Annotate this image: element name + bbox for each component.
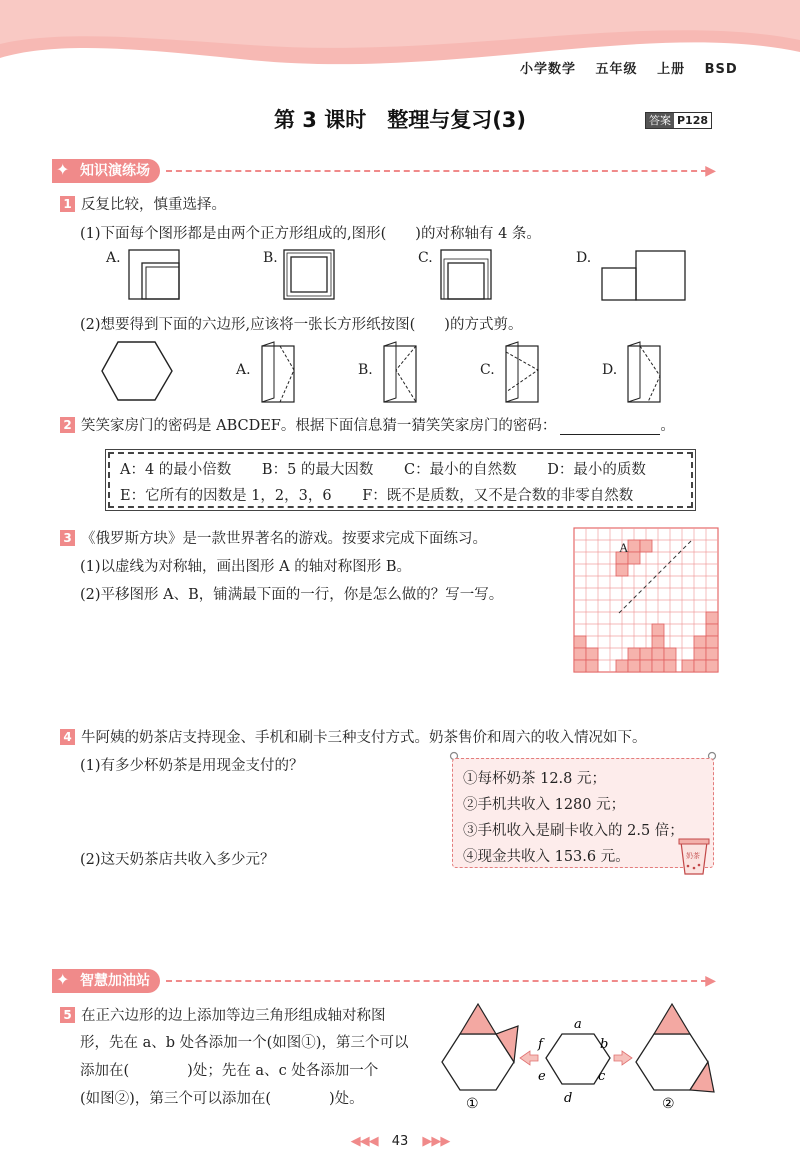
q1-opt-d-label: D.	[576, 250, 592, 266]
hex-label-f: f	[538, 1037, 543, 1052]
clue-box	[108, 452, 693, 508]
q5-line-1	[60, 1004, 386, 1025]
q5-line-4: (如图②)，第三个可以添加在( )处。	[80, 1091, 364, 1107]
fold-figure-a	[258, 340, 300, 404]
q4-part2: (2)这天奶茶店共收入多少元？	[80, 852, 275, 868]
fold-figure-c	[502, 340, 544, 404]
q1-opt-c-label: C.	[418, 250, 433, 266]
q3-part1: (1)以虚线为对称轴，画出图形 A 的轴对称图形 B。	[80, 559, 411, 575]
q2-number: 2	[60, 417, 75, 433]
runner-icon: ✦	[56, 970, 70, 989]
q5-text-1: 在正六边形的边上添加等边三角形组成轴对称图	[81, 1008, 386, 1024]
clue-f: F：既不是质数，又不是合数的非零自然数	[362, 488, 634, 504]
q1-part2: (2)想要得到下面的六边形,应该将一张长方形纸按图( )的方式剪。	[80, 317, 523, 333]
right-arrow-icon	[614, 1051, 632, 1065]
runner-icon: ✦	[56, 160, 70, 179]
page-number-bar	[0, 1134, 800, 1149]
q1-figure-d	[600, 249, 688, 303]
fact-2: ②手机共收入 1280 元；	[463, 797, 626, 813]
page-number: 43	[391, 1134, 409, 1149]
book-info	[520, 58, 752, 77]
q1-opt-b-label: B.	[263, 250, 278, 266]
q1-number: 1	[60, 196, 75, 212]
q5-line-2: 形，先在 a、b 处各添加一个(如图①)，第三个可以	[80, 1035, 409, 1051]
q1-opt2-a-label: A.	[236, 362, 251, 378]
q1-figure-b	[283, 249, 337, 301]
next-arrows-icon: ▶▶▶	[422, 1134, 450, 1149]
fact-1: ①每杯奶茶 12.8 元；	[463, 771, 607, 787]
figure-2-label: ②	[662, 1096, 675, 1112]
answer-badge[interactable]	[645, 112, 712, 129]
q1-stem-line	[60, 193, 226, 214]
arrow-icon: ▶	[705, 973, 716, 989]
clue-e: E：它所有的因数是 1，2，3，6	[120, 488, 332, 504]
prev-arrows-icon: ◀◀◀	[350, 1134, 378, 1149]
section-challenge-title: 智慧加油站	[80, 973, 150, 989]
hex-label-c: c	[598, 1069, 606, 1084]
cup-label: 奶茶	[686, 852, 700, 860]
section-practice-tag	[52, 159, 160, 183]
q3-stem-line	[60, 527, 487, 548]
q4-stem: 牛阿姨的奶茶店支持现金、手机和刷卡三种支付方式。奶茶售价和周六的收入情况如下。	[81, 730, 647, 746]
hex-label-b: b	[600, 1037, 609, 1052]
q1-opt2-b-label: B.	[358, 362, 373, 378]
clue-row-1	[120, 458, 672, 479]
page-title: 第 3 课时 整理与复习(3)	[273, 108, 527, 132]
q2-stem-line	[60, 414, 675, 435]
section-practice-title: 知识演练场	[80, 163, 150, 179]
fold-figure-b	[380, 340, 422, 404]
q3-part2: (2)平移图形 A、B，铺满最下面的一行，你是怎么做的？写一写。	[80, 587, 504, 603]
clue-c: C：最小的自然数	[404, 462, 517, 478]
arrow-icon: ▶	[705, 163, 716, 179]
clue-row-2	[120, 484, 659, 505]
milk-tea-cup-icon	[676, 836, 712, 876]
q2-stem: 笑笑家房门的密码是 ABCDEF。根据下面信息猜一猜笑笑家房门的密码：	[81, 418, 557, 434]
q1-part1: (1)下面每个图形都是由两个正方形组成的,图形( )的对称轴有 4 条。	[80, 226, 541, 242]
q3-number: 3	[60, 530, 75, 546]
hex-label-a: a	[574, 1017, 582, 1032]
hexagon-figure	[100, 340, 174, 402]
hexagon-figures	[436, 996, 722, 1114]
hex-label-d: d	[564, 1091, 573, 1106]
answer-label: 答案	[646, 113, 674, 128]
q1-opt-a-label: A.	[106, 250, 121, 266]
q1-opt2-c-label: C.	[480, 362, 495, 378]
q4-number: 4	[60, 729, 75, 745]
shape-a-label: A	[619, 540, 629, 555]
dashed-divider	[166, 170, 707, 172]
password-answer-blank[interactable]	[560, 418, 660, 435]
section-practice-header	[52, 158, 716, 184]
clue-d: D：最小的质数	[547, 462, 646, 478]
fact-4: ④现金共收入 153.6 元。	[463, 849, 630, 865]
volume: 上册	[657, 62, 686, 77]
grade: 五年级	[595, 62, 638, 77]
q5-number: 5	[60, 1007, 75, 1023]
q4-part1: (1)有多少杯奶茶是用现金支付的？	[80, 758, 304, 774]
q2-end: 。	[660, 418, 675, 434]
q5-line-3: 添加在( )处；先在 a、c 处各添加一个	[80, 1063, 379, 1079]
q3-stem: 《俄罗斯方块》是一款世界著名的游戏。按要求完成下面练习。	[81, 531, 487, 547]
fold-figure-d	[624, 340, 666, 404]
hex-label-e: e	[538, 1069, 546, 1084]
left-arrow-icon	[520, 1051, 538, 1065]
tetris-grid[interactable]	[573, 527, 719, 673]
q1-figure-a	[128, 249, 182, 301]
milk-tea-facts-box	[452, 758, 714, 868]
clue-a: A：4 的最小倍数	[120, 462, 232, 478]
dashed-divider	[166, 980, 707, 982]
q4-stem-line	[60, 726, 647, 747]
figure-1-label: ①	[466, 1096, 479, 1112]
edition: BSD	[704, 62, 738, 77]
section-challenge-tag	[52, 969, 160, 993]
fact-3: ③手机收入是刷卡收入的 2.5 倍；	[463, 823, 684, 839]
section-challenge-header	[52, 968, 716, 994]
subject: 小学数学	[520, 62, 577, 77]
answer-page: P128	[677, 114, 709, 127]
q1-figure-c	[440, 249, 494, 301]
clue-b: B：5 的最大因数	[261, 462, 374, 478]
q1-stem: 反复比较，慎重选择。	[81, 197, 226, 213]
q1-opt2-d-label: D.	[602, 362, 618, 378]
